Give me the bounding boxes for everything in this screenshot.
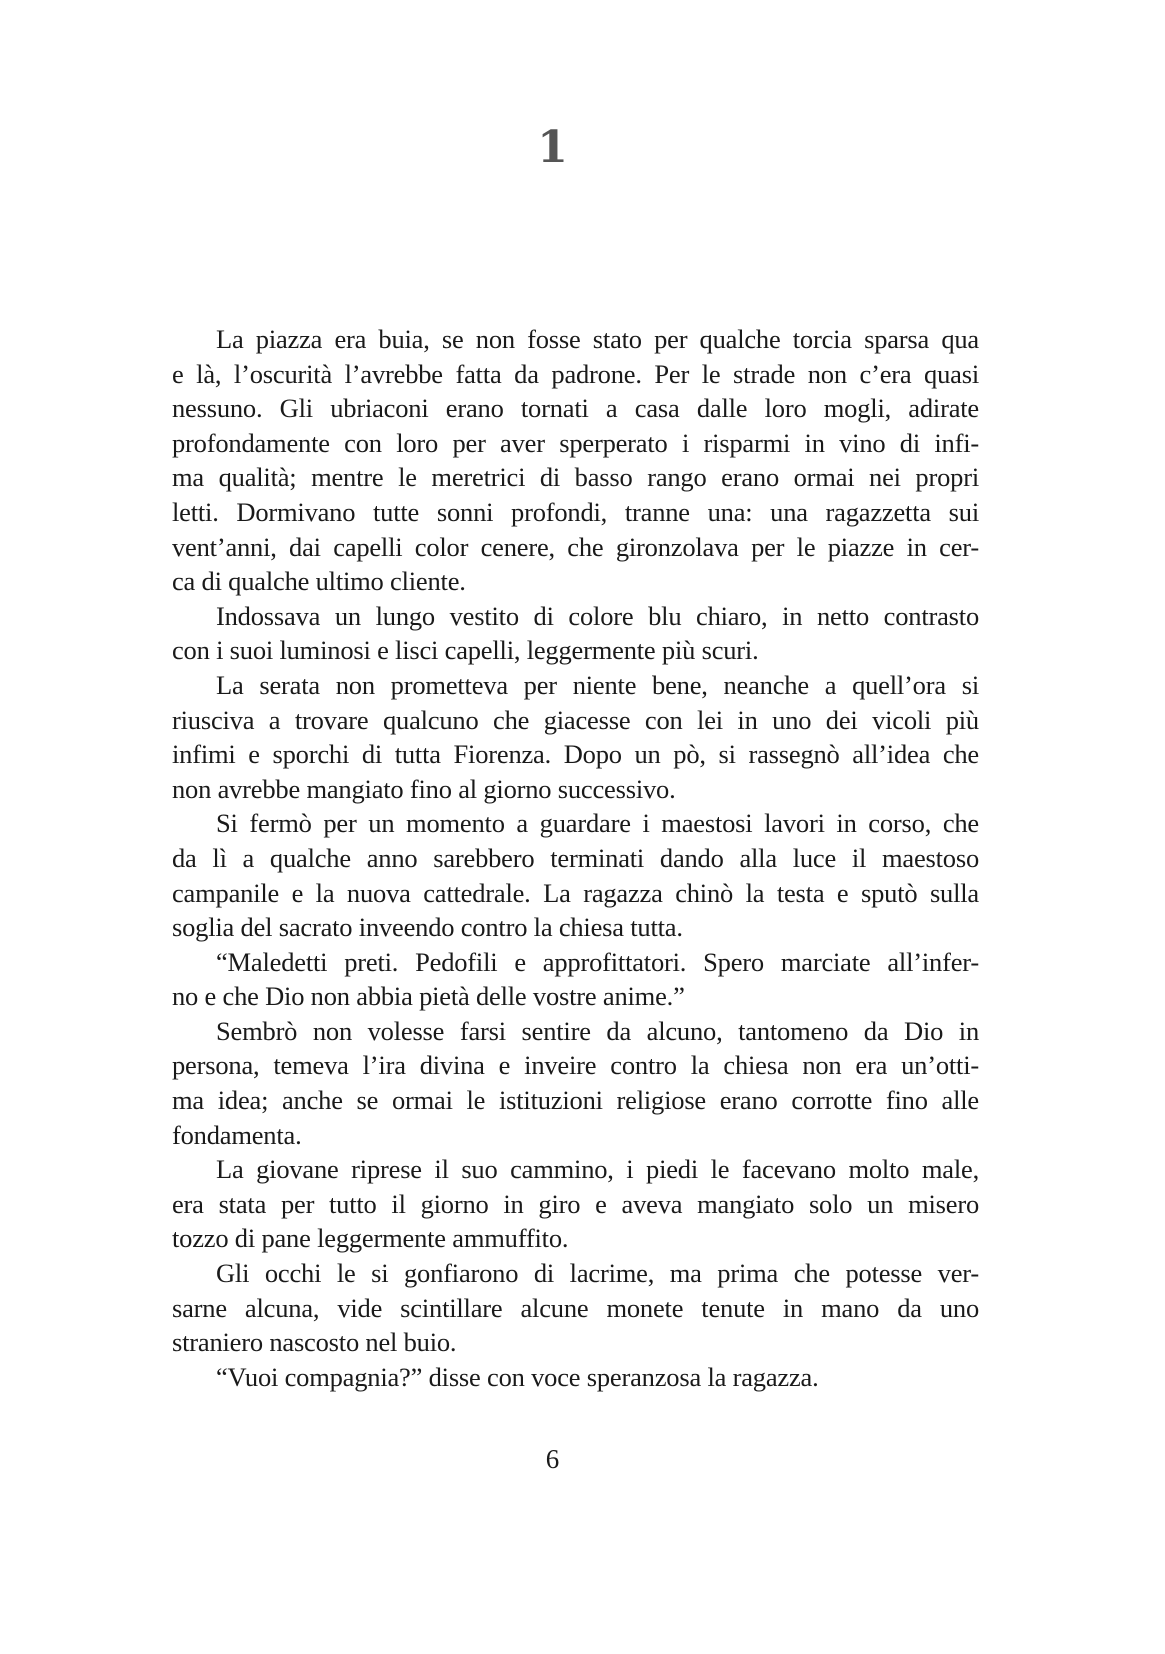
paragraph — [128, 1014, 979, 1152]
text-line: Indossava un lungo vestito di colore blu chiaro, in netto contrasto — [216, 600, 979, 631]
text-line: campanile e la nuova cattedrale. La ragazza chinò la testa e sputò sulla — [172, 877, 979, 908]
text-line: infimi e sporchi di tutta Fiorenza. Dopo un pò, si rassegnò all’idea che — [172, 739, 979, 770]
text-line: e là, l’oscurità l’avrebbe fatta da padrone. Per le strade non c’era quasi — [172, 358, 979, 389]
text-line: con i suoi luminosi e lisci capelli, leggermente più scuri. — [172, 635, 759, 666]
text-line: tozzo di pane leggermente ammuffito. — [172, 1223, 569, 1254]
text-line: La serata non prometteva per niente bene, neanche a quell’ora si — [216, 669, 979, 700]
text-line: non avrebbe mangiato fino al giorno successivo. — [172, 773, 676, 804]
paragraph — [128, 599, 979, 668]
paragraph — [128, 1256, 979, 1360]
text-line: sarne alcuna, vide scintillare alcune monete tenute in mano da uno — [172, 1292, 979, 1323]
text-line: Sembrò non volesse farsi sentire da alcuno, tantomeno da Dio in — [216, 1015, 979, 1046]
text-line: Gli occhi le si gonfiarono di lacrime, ma prima che potesse ver- — [216, 1258, 979, 1289]
paragraph — [128, 1152, 979, 1256]
text-line: ca di qualche ultimo cliente. — [172, 566, 466, 597]
text-line: no e che Dio non abbia pietà delle vostre anime.” — [172, 981, 685, 1012]
text-line: riusciva a trovare qualcuno che giacesse con lei in uno dei vicoli più — [172, 704, 979, 735]
text-line: persona, temeva l’ira divina e inveire contro la chiesa non era un’otti- — [172, 1050, 979, 1081]
text-line: La giovane riprese il suo cammino, i piedi le facevano molto male, — [216, 1154, 979, 1185]
text-line: “Vuoi compagnia?” disse con voce speranzosa la ragazza. — [216, 1361, 819, 1392]
text-line: vent’anni, dai capelli color cenere, che gironzolava per le piazze in cer- — [172, 531, 979, 562]
text-line: La piazza era buia, se non fosse stato per qualche torcia sparsa qua — [216, 324, 979, 354]
paragraph — [128, 1360, 979, 1395]
text-line: soglia del sacrato inveendo contro la chiesa tutta. — [172, 912, 683, 943]
text-line: profondamente con loro per aver sperperato i risparmi in vino di infi- — [172, 427, 979, 458]
text-line: da lì a qualche anno sarebbero terminati dando alla luce il maestoso — [172, 842, 979, 873]
paragraph — [128, 806, 979, 944]
chapter-body — [128, 322, 979, 1394]
text-line: ma qualità; mentre le meretrici di basso rango erano ormai nei propri — [172, 462, 979, 493]
paragraph — [128, 945, 979, 1014]
text-line: straniero nascosto nel buio. — [172, 1327, 457, 1358]
paragraph — [128, 322, 979, 599]
text-line: era stata per tutto il giorno in giro e aveva mangiato solo un misero — [172, 1188, 979, 1219]
text-line: “Maledetti preti. Pedofili e approfittatori. Spero marciate all’infer- — [216, 946, 979, 977]
text-line: nessuno. Gli ubriaconi erano tornati a casa dalle loro mogli, adirate — [172, 393, 979, 424]
page-number: 6 — [545, 1444, 560, 1474]
text-line: fondamenta. — [172, 1119, 302, 1150]
chapter-number: 1 — [537, 122, 568, 173]
paragraph — [128, 668, 979, 806]
text-line: ma idea; anche se ormai le istituzioni religiose erano corrotte fino alle — [172, 1085, 979, 1116]
text-line: letti. Dormivano tutte sonni profondi, tranne una: una ragazzetta sui — [172, 496, 979, 527]
text-line: Si fermò per un momento a guardare i maestosi lavori in corso, che — [216, 808, 979, 839]
